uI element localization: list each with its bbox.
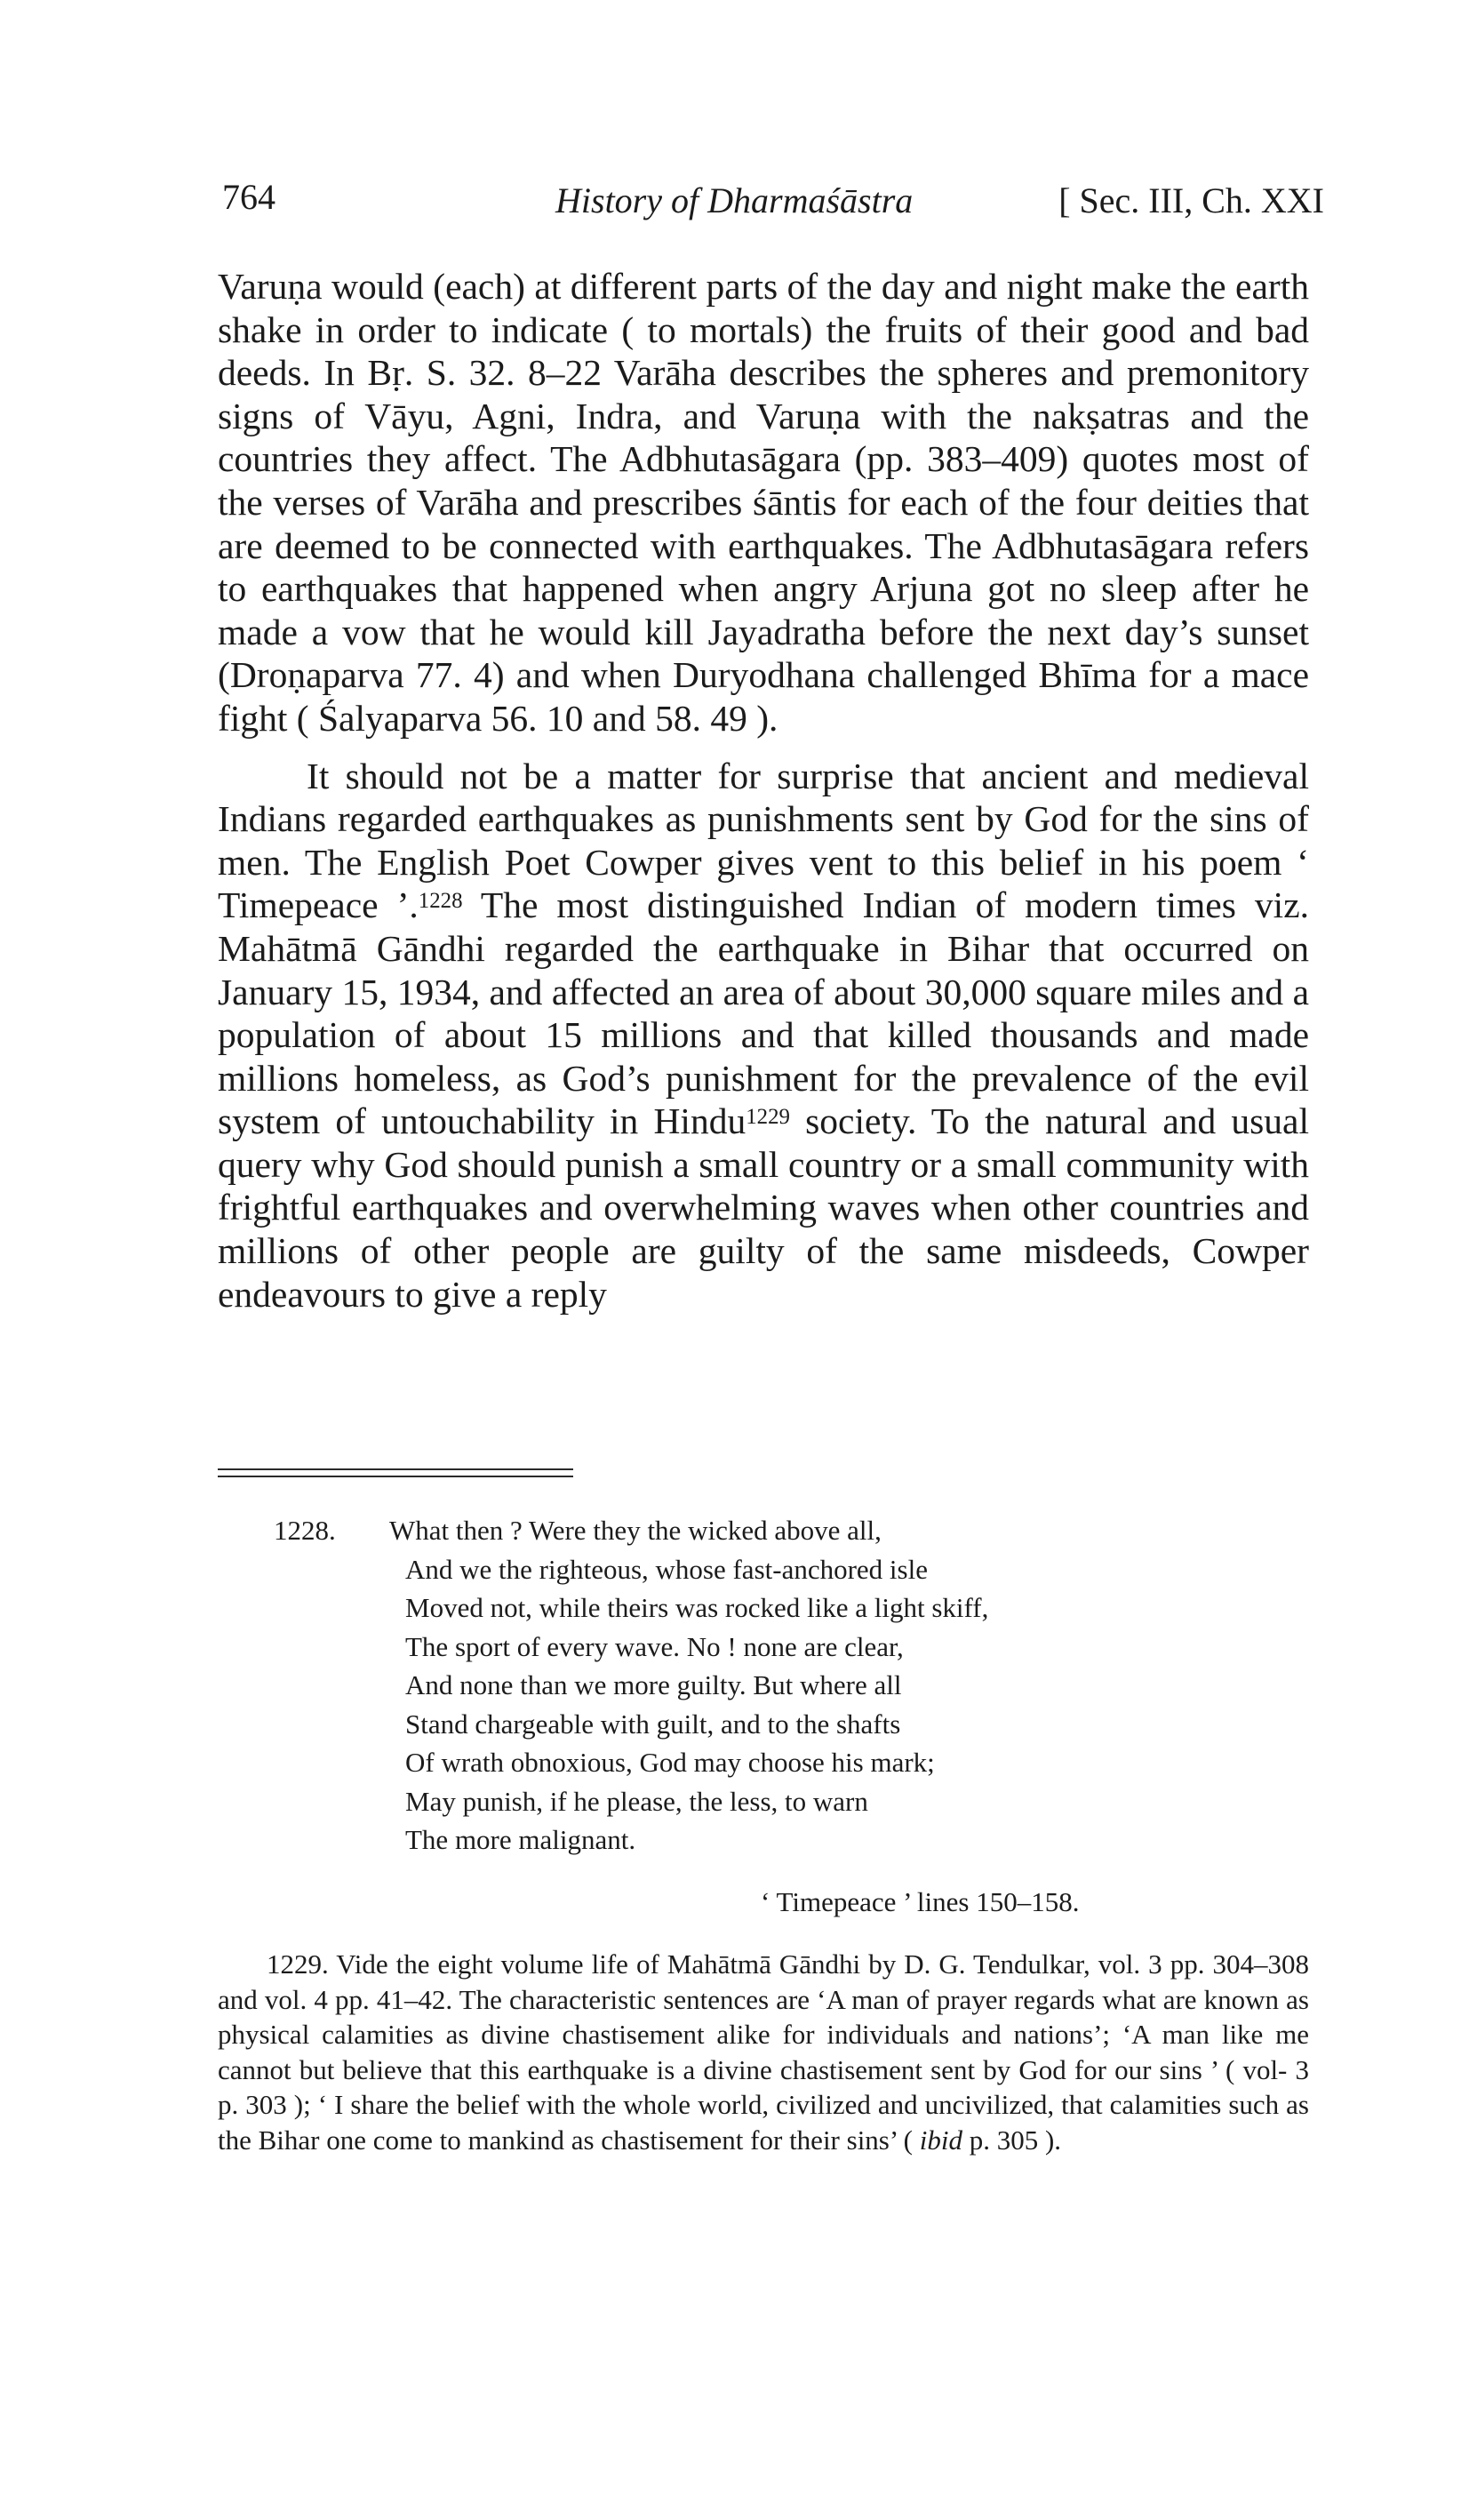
paragraph-text: society. To the natural and usual query why God should punish a small country or a small community with frightful earthquakes and overwhelming waves when other countries and millions of other people are guilty of the same misdeeds, Cowper endeavours to give a reply <box>218 1100 1310 1315</box>
footnote-divider <box>218 1468 573 1477</box>
paragraph-text: It should not be a matter for surprise that ancient and medieval Indians regarded earthquakes as punishments sent by God for the sins of men. The English Poet Cowper gives vent to this belief in his poem ‘ Timepeace ’. <box>218 755 1309 926</box>
footnote-text: p. 305 ). <box>962 2124 1062 2156</box>
page-header <box>222 176 1324 238</box>
footnote-reference: 1228 <box>418 889 463 914</box>
ibid-reference: ibid <box>919 2124 962 2156</box>
page-number: 764 <box>222 177 275 217</box>
poem-attribution: ‘ Timepeace ’ lines 150–158. <box>761 1886 1080 1917</box>
paragraph: Varuṇa would (each) at different parts of the day and night make the earth shake in order to indicate ( to mortals) the fruits of their good and bad deeds. In Bṛ. S. 32. 8–22 Varāha describes the spheres and premonitory signs of Vāyu, Agni, Indra, and Varuṇa with the nakṣatras and the countries they affect. The Adbhutasāgara (pp. 383–409) quotes most of the verses of Varāha and prescribes śāntis for each of the four deities that are deemed to be connected with earthquakes. The Adbhutasāgara refers to earthquakes that happened when angry Arjuna got no sleep after he made a vow that he would kill Jayadratha before the next day’s sunset (Droṇaparva 77. 4) and when Duryodhana challenged Bhīma for a mace fight ( Śalyaparva 56. 10 and 58. 49 ). <box>218 266 1309 739</box>
footnote-paragraph <box>218 1947 1309 2157</box>
footnote-number: 1228. <box>274 1515 336 1546</box>
poem-line: The sport of every wave. No ! none are clear, <box>405 1630 904 1662</box>
footnote-reference: 1229 <box>746 1105 790 1130</box>
footnote-text: 1229. Vide the eight volume life of Mahātmā Gāndhi by D. G. Tendulkar, vol. 3 pp. 304–308 and vol. 4 pp. 41–42. The characteristic sentences are ‘A man of prayer regards what are known as physical calamities as divine chastisement alike for individuals and nations’; ‘A man like me cannot but believe that this earthquake is a divine chastisement sent by God for our sins ’ ( vol- 3 p. 303 ); ‘ I share the belief with the whole world, civilized and uncivilized, that calamities such as the Bihar one come to mankind as chastisement for their sins’ ( <box>218 1948 1309 2156</box>
paragraph <box>218 755 1309 1316</box>
section-reference: [ Sec. III, Ch. XXI <box>1058 180 1324 220</box>
poem-line: And none than we more guilty. But where all <box>405 1669 902 1700</box>
paragraph-text: The most distinguished Indian of modern times viz. Mahātmā Gāndhi regarded the earthquake in Bihar that occurred on January 15, 1934, and affected an area of about 30,000 square miles and a population of about 15 millions and that killed thousands and made millions homeless, as God’s punishment for the prevalence of the evil system of untouchability in Hindu <box>218 884 1309 1142</box>
poem-quote <box>389 1511 1207 1860</box>
poem-line: Moved not, while theirs was rocked like a light skiff, <box>405 1592 989 1623</box>
main-text <box>218 265 1309 1316</box>
running-title: History of Dharmaśāstra <box>555 180 914 220</box>
footnote-1229 <box>218 1947 1309 2157</box>
poem-line: The more malignant. <box>405 1824 636 1855</box>
poem-line: May punish, if he please, the less, to warn <box>405 1785 868 1817</box>
poem-line: Stand chargeable with guilt, and to the shafts <box>405 1708 901 1740</box>
poem-line: And we the righteous, whose fast-anchored isle <box>405 1553 928 1585</box>
poem-line: Of wrath obnoxious, God may choose his mark; <box>405 1747 935 1778</box>
poem-line: What then ? Were they the wicked above all, <box>389 1515 882 1546</box>
